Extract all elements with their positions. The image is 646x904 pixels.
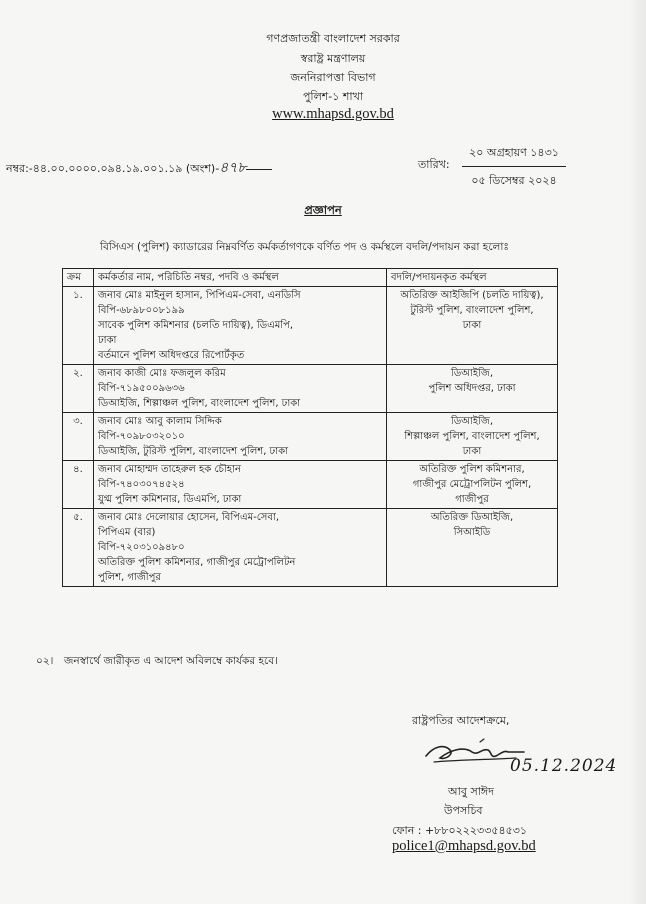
header-serial: ক্রম — [63, 269, 94, 287]
header-posting: বদলি/পদায়নকৃত কর্মস্থল — [387, 269, 558, 287]
posting-line: অতিরিক্ত ডিআইজি, — [430, 512, 514, 523]
row-serial: ৪. — [63, 461, 94, 509]
posting-line: ডিআইজি, — [450, 368, 494, 379]
date-bangla: ২০ অগ্রহায়ণ ১৪৩১ — [462, 144, 566, 167]
signatory-name: আবু সাঈদ — [448, 785, 494, 798]
row-new-posting — [387, 287, 558, 365]
table-row — [63, 365, 558, 413]
officer-line: বিপি-৭১৯৫০০৯৬৩৬ — [98, 383, 185, 394]
signature-date: 05.12.2024 — [510, 756, 618, 776]
posting-line: অতিরিক্ত পুলিশ কমিশনার, — [419, 464, 525, 475]
row-new-posting — [387, 413, 558, 461]
government-name: গণপ্রজাতন্ত্রী বাংলাদেশ সরকার — [266, 32, 400, 45]
officer-line: বর্তমানে পুলিশ অধিদপ্তরে রিপোর্টকৃত — [98, 350, 245, 361]
signatory-phone: ফোন : +৮৮০২২২৩৩৫৪৫৩১ — [392, 824, 528, 837]
posting-line: ডিআইজি, — [450, 416, 494, 427]
officer-line: জনাব মোঃ দেলোয়ার হোসেন, বিপিএম-সেবা, — [98, 512, 280, 523]
officer-line: বিপি-৭৪০৩০৭৪৫২৪ — [98, 479, 185, 490]
table-body — [63, 287, 558, 587]
posting-line: অতিরিক্ত আইজিপি (চলতি দায়িত্ব), — [400, 290, 544, 301]
row-officer-details — [94, 461, 387, 509]
date-gregorian: ০৫ ডিসেম্বর ২০২৪ — [471, 174, 557, 187]
header-officer: কর্মকর্তার নাম, পরিচিতি নম্বর, পদবি ও কর্মস্থল — [94, 269, 387, 287]
row-new-posting — [387, 365, 558, 413]
row-officer-details — [94, 413, 387, 461]
row-officer-details — [94, 509, 387, 587]
row-serial: ১. — [63, 287, 94, 365]
officer-line: জনাব কাজী মোঃ ফজলুল করিম — [98, 368, 226, 379]
table-row — [63, 509, 558, 587]
memo-number-text: নম্বর:-৪৪.০০.০০০০.০৯৪.১৯.০০১.১৯ (অংশ)- — [6, 162, 220, 175]
table-row — [63, 287, 558, 365]
officer-line: অতিরিক্ত পুলিশ কমিশনার, গাজীপুর মেট্রোপলিটন — [98, 557, 296, 568]
page-edge-shadow — [628, 0, 646, 904]
intro-text: বিসিএস (পুলিশ) ক্যাডারের নিম্নবর্ণিত কর্মকর্তাগণকে বর্ণিত পদ ও কর্মস্থলে বদলি/পদায়ন করা হলোঃ — [100, 241, 510, 253]
date-label: তারিখ: — [418, 158, 450, 171]
order-line: রাষ্ট্রপতির আদেশক্রমে, — [412, 714, 510, 727]
row-officer-details — [94, 287, 387, 365]
officer-line: সাবেক পুলিশ কমিশনার (চলতি দায়িত্ব), ডিএমপি, — [98, 320, 294, 331]
signatory-designation: উপসচিব — [444, 804, 483, 817]
posting-line: গাজীপুর — [455, 494, 489, 505]
posting-line: ঢাকা — [462, 320, 482, 331]
paragraph-number: ০২। — [36, 655, 54, 667]
posting-line: সিআইডি — [453, 527, 491, 538]
ministry-name: স্বরাষ্ট্র মন্ত্রণালয় — [300, 52, 366, 65]
officer-line: যুগ্ম পুলিশ কমিশনার, ডিএমপি, ঢাকা — [98, 494, 242, 505]
row-officer-details — [94, 365, 387, 413]
table-row — [63, 413, 558, 461]
memo-number — [6, 156, 272, 180]
officer-line: পিপিএম (বার) — [98, 527, 156, 538]
posting-line: ঢাকা — [462, 446, 482, 457]
officer-line: বিপি-৭২০৩১০৯৪৮০ — [98, 542, 185, 553]
website-link[interactable]: www.mhapsd.gov.bd — [272, 106, 394, 122]
date-block — [462, 144, 566, 191]
memo-handwritten-suffix: ৪৭৮ — [219, 160, 247, 176]
transfer-table — [62, 268, 558, 587]
division-name: জননিরাপত্তা বিভাগ — [290, 71, 376, 84]
table-header-row — [63, 269, 558, 287]
posting-line: গাজীপুর মেট্রোপলিটন পুলিশ, — [412, 479, 532, 490]
section-name: পুলিশ-১ শাখা — [302, 90, 364, 103]
table-row — [63, 461, 558, 509]
paragraph-text: জনস্বার্থে জারীকৃত এ আদেশ অবিলম্বে কার্যকর হবে। — [64, 655, 278, 667]
posting-line: টুরিস্ট পুলিশ, বাংলাদেশ পুলিশ, — [410, 305, 534, 316]
notice-title: প্রজ্ঞাপন — [304, 203, 342, 217]
row-new-posting — [387, 461, 558, 509]
posting-line: পুলিশ অধিদপ্তর, ঢাকা — [428, 383, 516, 394]
officer-line: পুলিশ, গাজীপুর — [98, 572, 161, 583]
officer-line: বিপি-৬৮৯৮০০৮১৯৯ — [98, 305, 185, 316]
officer-line: বিপি-৭০৯৮০৩২০১০ — [98, 431, 185, 442]
officer-line: জনাব মোঃ মাইনুল হাসান, পিপিএম-সেবা, এনডিসি — [98, 290, 301, 301]
officer-line: ডিআইজি, টুরিস্ট পুলিশ, বাংলাদেশ পুলিশ, ঢাকা — [98, 446, 289, 457]
memo-underline — [246, 169, 272, 170]
officer-line: জনাব মোঃ আবু কালাম সিদ্দিক — [98, 416, 222, 427]
officer-line: জনাব মোহাম্মদ তাহেরুল হক চৌহান — [98, 464, 241, 475]
row-serial: ৫. — [63, 509, 94, 587]
row-new-posting — [387, 509, 558, 587]
posting-line: শিল্পাঞ্চল পুলিশ, বাংলাদেশ পুলিশ, — [404, 431, 540, 442]
row-serial: ২. — [63, 365, 94, 413]
officer-line: ঢাকা — [98, 335, 117, 346]
paragraph-2 — [36, 654, 278, 671]
row-serial: ৩. — [63, 413, 94, 461]
signatory-email-link[interactable]: police1@mhapsd.gov.bd — [392, 838, 536, 854]
officer-line: ডিআইজি, শিল্পাঞ্চল পুলিশ, বাংলাদেশ পুলিশ, ঢাকা — [98, 398, 301, 409]
